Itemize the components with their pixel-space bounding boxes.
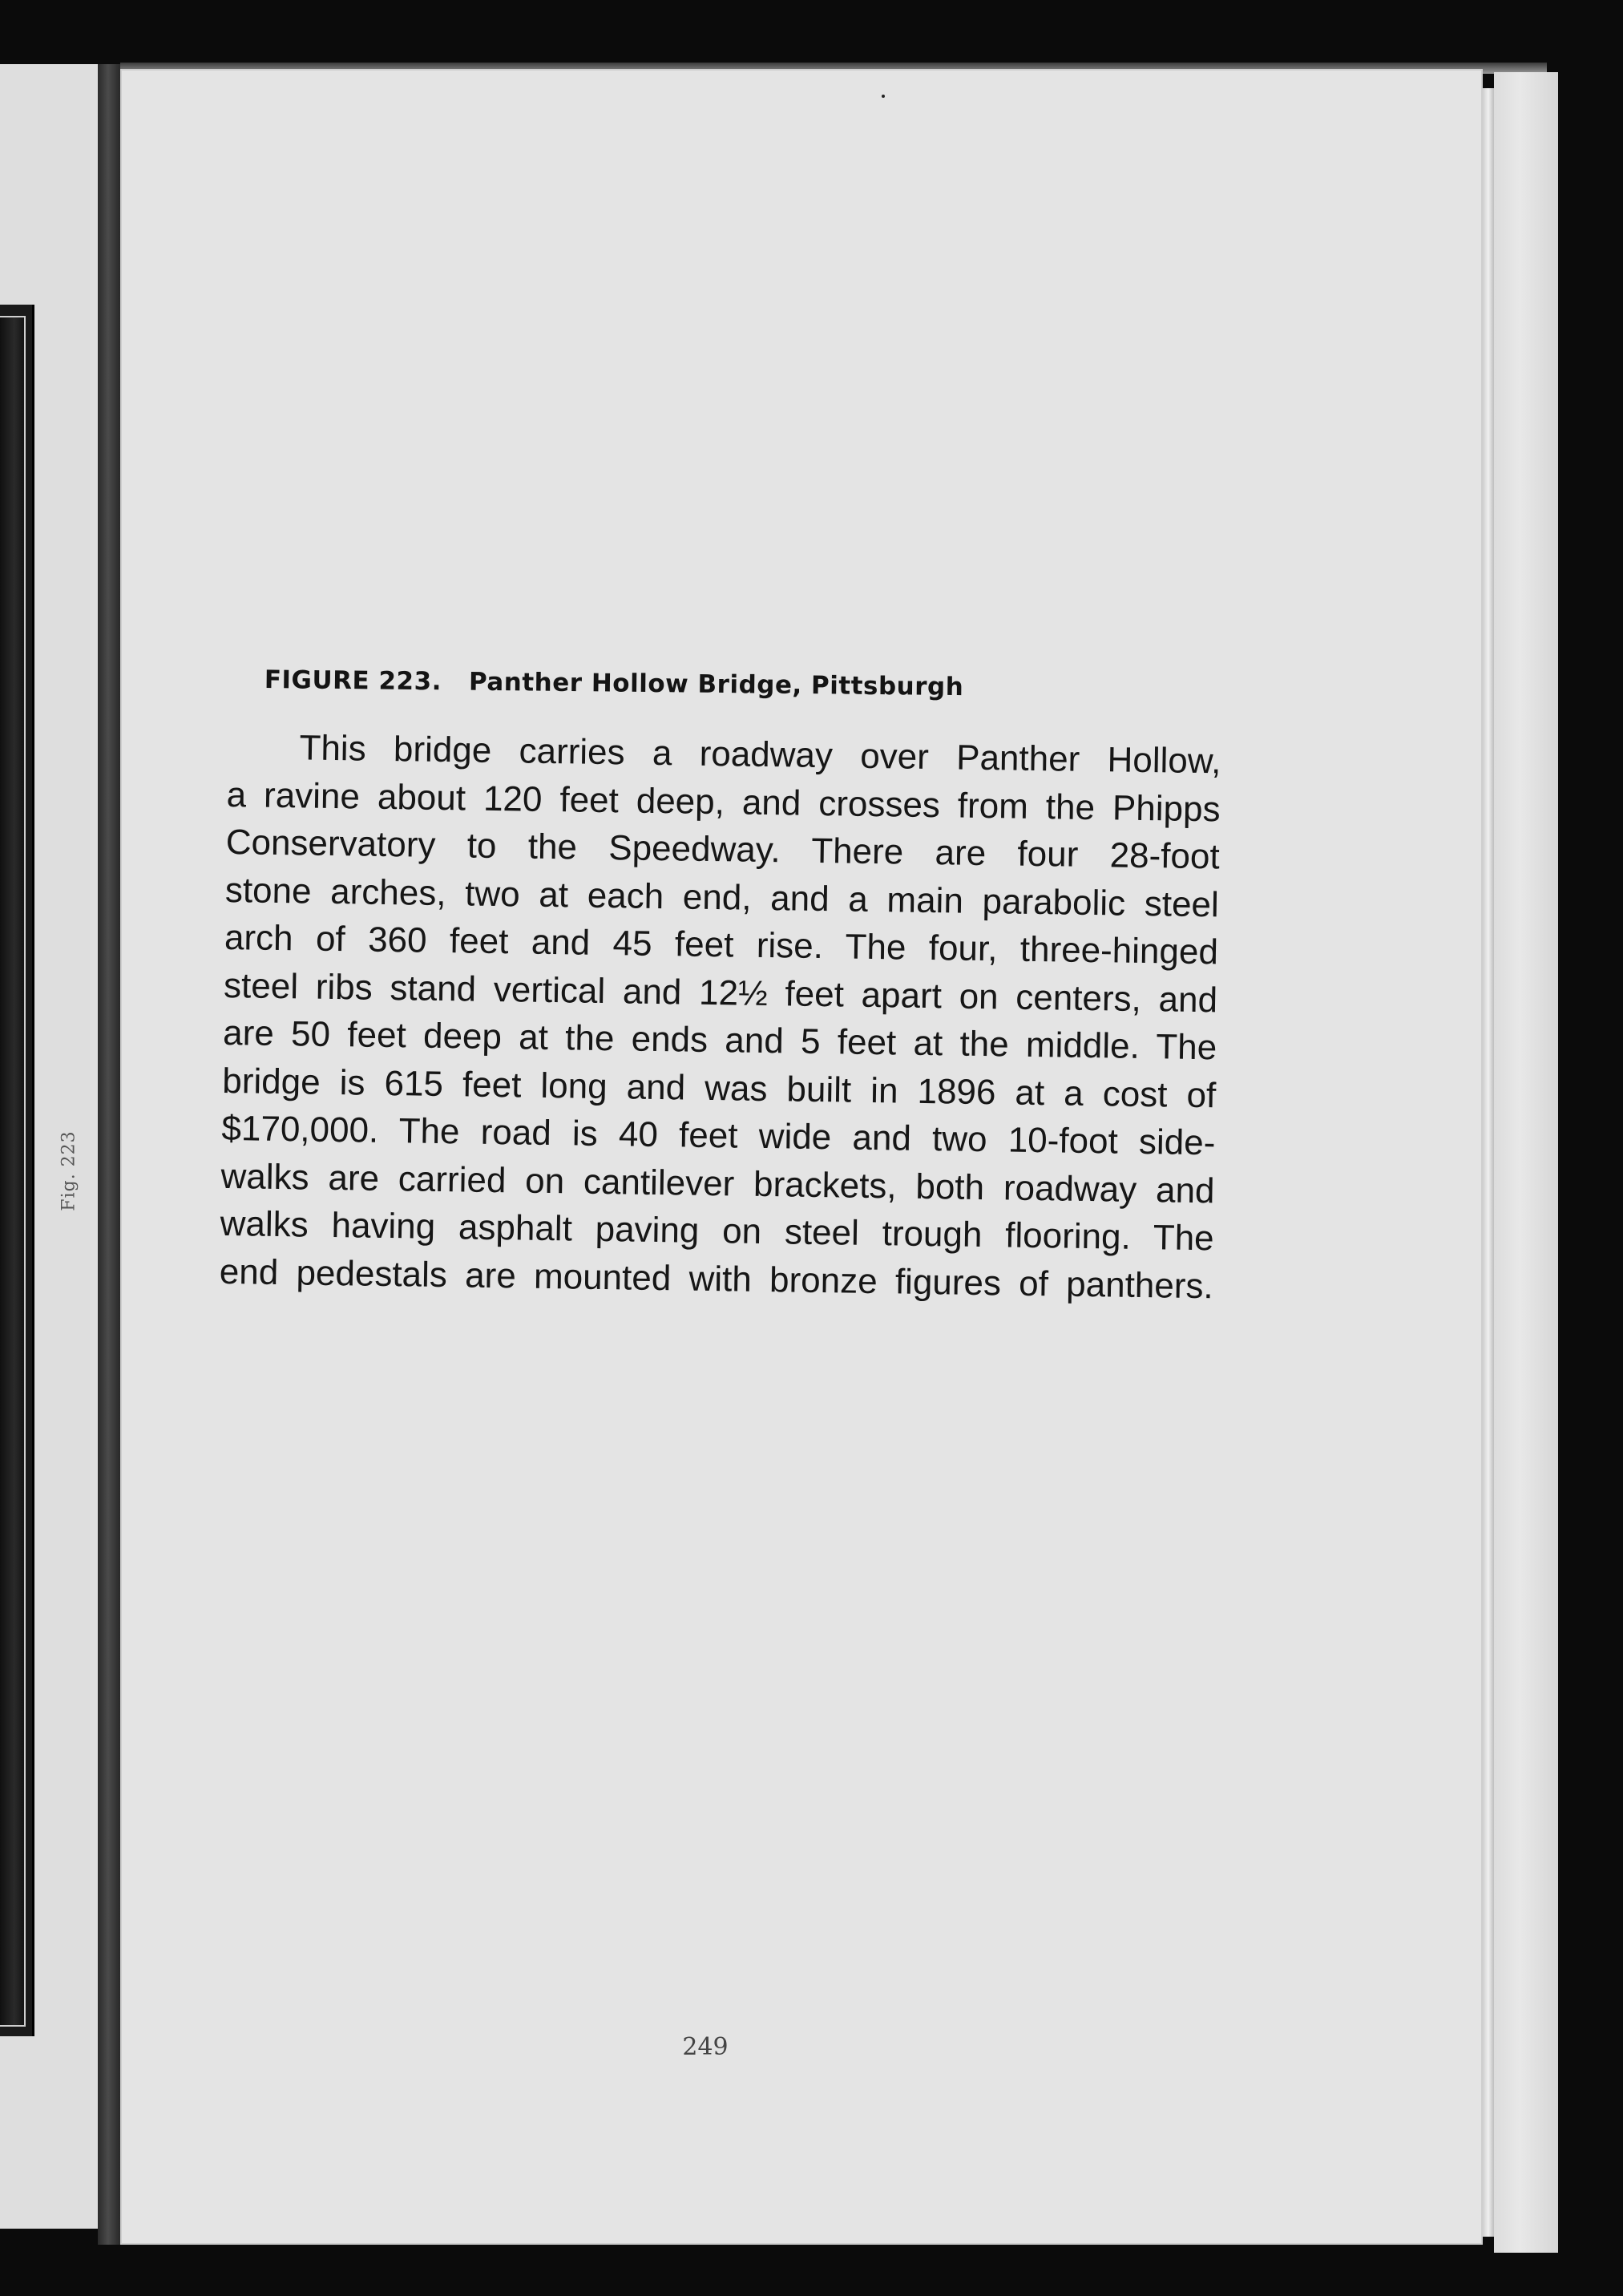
figure-caption-title: Panther Hollow Bridge, Pittsburgh: [468, 667, 964, 702]
body-line: walks having asphalt paving on steel trough flooring. The: [220, 1203, 1214, 1259]
body-line: $170,000. The road is 40 feet wide and two 10-foot side-: [221, 1108, 1216, 1163]
page-edge: [1483, 88, 1494, 2237]
facing-page: [0, 64, 103, 2229]
page-stack-edge: [1494, 72, 1558, 2253]
body-paragraph: [219, 723, 1221, 1310]
facing-page-side-caption: [45, 1122, 93, 1219]
body-line: This bridge carries a roadway over Panther Hollow,: [299, 728, 1221, 782]
body-line: stone arches, two at each end, and a main parabolic steel: [224, 870, 1220, 924]
body-line: a ravine about 120 feet deep, and crosses from the Phipps: [226, 774, 1221, 829]
page-number: 249: [682, 2033, 729, 2061]
side-caption-text: Fig. 223: [59, 1130, 79, 1211]
body-line: Conservatory to the Speedway. There are four 28-foot: [225, 822, 1221, 877]
body-line: are 50 feet deep at the ends and 5 feet at the middle. The: [222, 1013, 1217, 1068]
body-line: end pedestals are mounted with bronze figures of panthers.: [219, 1251, 1214, 1306]
plate-frame: [0, 316, 26, 2027]
figure-caption-label: FIGURE 223.: [264, 665, 442, 697]
body-line: walks are carried on cantilever brackets, both roadway and: [220, 1156, 1215, 1211]
body-line: steel ribs stand vertical and 12½ feet apart on centers, and: [223, 965, 1218, 1020]
facing-page-plate-image: [0, 305, 34, 2036]
scan-speck: [882, 95, 885, 98]
body-line: bridge is 615 feet long and was built in 1896 at a cost of: [222, 1061, 1217, 1115]
body-line: arch of 360 feet and 45 feet rise. The four, three-hinged: [224, 917, 1219, 972]
